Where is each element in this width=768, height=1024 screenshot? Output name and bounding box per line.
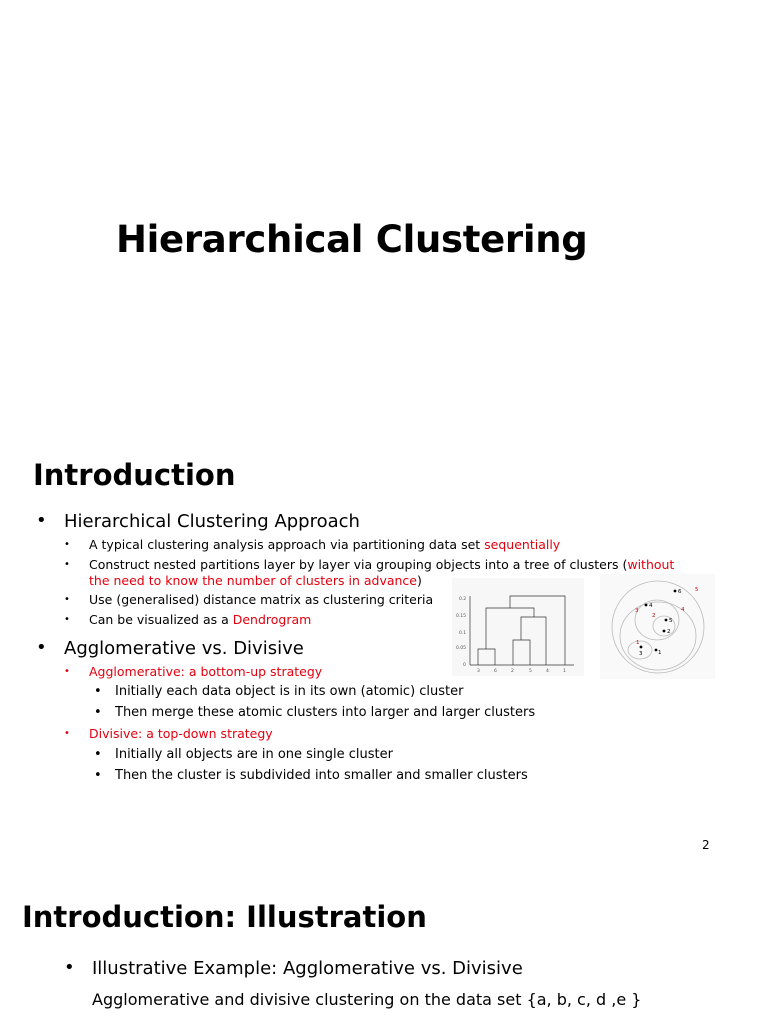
- bullet-illustrative-example: Illustrative Example: Agglomerative vs. Divisive: [92, 958, 523, 979]
- x-tick-label: 4: [546, 669, 549, 674]
- sub-sub-bullet-dot: •: [94, 747, 102, 762]
- y-tick-label: 0.1: [459, 631, 467, 636]
- y-tick-label: 0: [463, 663, 466, 668]
- bullet-hierarchical-approach: Hierarchical Clustering Approach: [64, 511, 360, 532]
- sub-bullet-nested: Construct nested partitions layer by layer via grouping objects into a tree of clusters (without: [89, 557, 675, 572]
- bullet-dot: •: [64, 957, 75, 978]
- agglomerative-heading: Agglomerative: a bottom-up strategy: [89, 664, 323, 679]
- bullet-dot: •: [36, 510, 47, 531]
- y-tick-label: 0.15: [456, 614, 467, 619]
- agg-item: Initially each data object is in its own (atomic) cluster: [115, 684, 464, 699]
- sub-bullet-dot: •: [64, 614, 70, 625]
- sub-bullet-sequential: A typical clustering analysis approach via partitioning data set sequentially: [89, 537, 561, 552]
- sub-bullet-nested-line2: the need to know the number of clusters in advance): [89, 573, 422, 588]
- illustration-body: Agglomerative and divisive clustering on the data set {a, b, c, d ,e }: [92, 990, 642, 1009]
- cluster-label: 2: [652, 613, 656, 619]
- sub-bullet-distance-matrix: Use (generalised) distance matrix as clustering criteria: [89, 592, 434, 607]
- sub-bullet-dot: •: [64, 539, 70, 550]
- point-label: 2: [667, 629, 671, 635]
- x-tick-label: 1: [563, 669, 566, 674]
- cluster-label: 3: [635, 608, 639, 614]
- x-tick-label: 6: [494, 669, 497, 674]
- sub-bullet-dot: •: [64, 594, 70, 605]
- sub-sub-bullet-dot: •: [94, 684, 102, 699]
- slide-title: Hierarchical Clustering: [116, 218, 588, 261]
- point-label: 3: [639, 651, 643, 657]
- divisive-heading: Divisive: a top-down strategy: [89, 726, 273, 741]
- point-label: 4: [649, 603, 653, 609]
- sub-bullet-dendrogram: Can be visualized as a Dendrogram: [89, 612, 312, 627]
- point-label: 1: [658, 650, 662, 656]
- div-item: Initially all objects are in one single cluster: [115, 747, 393, 762]
- x-tick-label: 3: [477, 669, 480, 674]
- agg-item: Then merge these atomic clusters into larger and larger clusters: [115, 705, 536, 720]
- dendrogram-figure: [452, 578, 584, 676]
- x-tick-label: 2: [511, 669, 514, 674]
- page-number: 2: [702, 838, 710, 852]
- div-item: Then the cluster is subdivided into smaller and smaller clusters: [115, 768, 528, 783]
- y-tick-label: 0.2: [459, 597, 467, 602]
- sub-bullet-dot: •: [64, 728, 70, 739]
- sub-sub-bullet-dot: •: [94, 768, 102, 783]
- cluster-label: 1: [636, 640, 640, 646]
- nested-cluster-diagram: [600, 574, 715, 679]
- sub-bullet-dot: •: [64, 666, 70, 677]
- x-tick-label: 5: [529, 669, 532, 674]
- cluster-label: 5: [695, 587, 699, 593]
- point-label: 6: [678, 589, 682, 595]
- sub-bullet-dot: •: [64, 559, 70, 570]
- y-tick-label: 0.05: [456, 646, 467, 651]
- section-title: Introduction: [33, 458, 236, 492]
- sub-sub-bullet-dot: •: [94, 705, 102, 720]
- point-label: 5: [669, 618, 673, 624]
- bullet-dot: •: [36, 637, 47, 658]
- section-title: Introduction: Illustration: [22, 900, 427, 934]
- bullet-agglomerative-vs-divisive: Agglomerative vs. Divisive: [64, 638, 304, 659]
- cluster-label: 4: [681, 607, 685, 613]
